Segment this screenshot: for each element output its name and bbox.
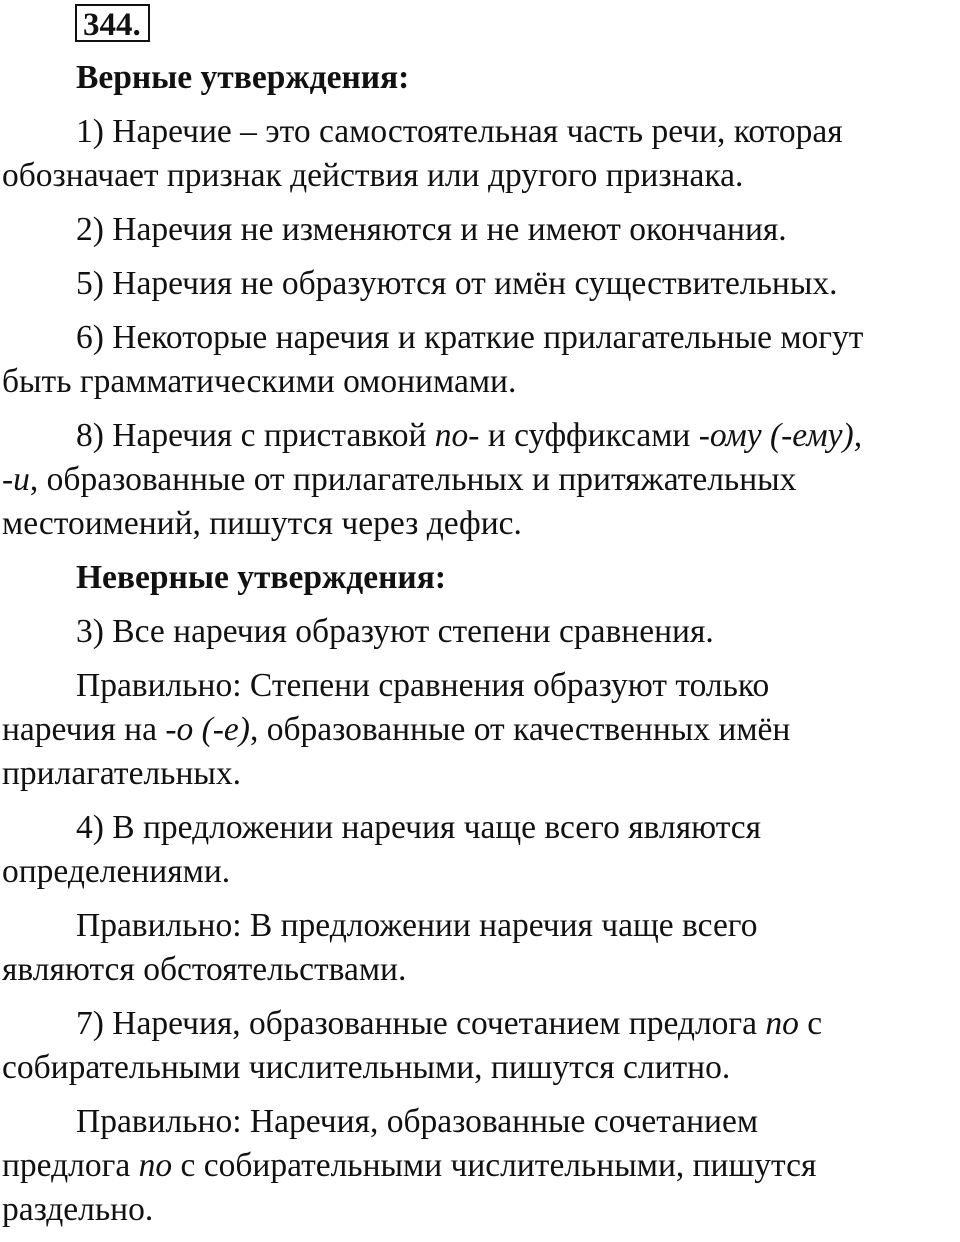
statement-8-line-3: местоимений, пишутся через дефис. [2, 505, 522, 542]
statement-7-preposition: по [765, 1005, 799, 1042]
statement-1-line-1: 1) Наречие – это самостоятельная часть речи, которая [76, 113, 843, 150]
statement-8-suffix-i: -и [2, 461, 30, 498]
correction-7-preposition: по [138, 1147, 173, 1184]
statement-8 [2, 414, 958, 546]
correction-3-text-c: , образованные от качественных имён [249, 711, 791, 748]
statement-1 [2, 110, 958, 198]
statement-7-text-a: 7) Наречия, образованные сочетанием предлога [76, 1005, 766, 1042]
correction-3-line-1: Правильно: Степени сравнения образуют только [76, 667, 770, 704]
correction-3-text-a: наречия на [2, 711, 166, 748]
statement-1-line-2: обозначает признак действия или другого признака. [2, 157, 744, 194]
statement-8-text-f: , образованные от прилагательных и притяжательных [29, 461, 797, 498]
correction-7-line-1: Правильно: Наречия, образованные сочетанием [76, 1103, 759, 1140]
correction-3-line-3: прилагательных. [2, 755, 241, 792]
statement-8-prefix: по- [434, 417, 480, 454]
correction-7-text-a: предлога [2, 1147, 139, 1184]
statement-6-line-2: быть грамматическими омонимами. [2, 363, 517, 400]
answer-text [2, 56, 958, 1242]
correction-4-line-2: являются обстоятельствами. [2, 951, 407, 988]
correction-3-suffix: -о (-е) [165, 711, 250, 748]
statement-4-line-2: определениями. [2, 853, 231, 890]
task-number-box: 344. [75, 4, 150, 42]
correction-7-text-c: с собирательными числительными, пишутся [172, 1147, 817, 1184]
statement-2: 2) Наречия не изменяются и не имеют окончания. [76, 211, 787, 248]
statement-7-line-2: собирательными числительными, пишутся слитно. [2, 1049, 731, 1086]
statement-7 [2, 1002, 958, 1090]
statement-6 [2, 316, 958, 404]
statement-7-text-c: с [798, 1005, 823, 1042]
statement-8-line-2 [2, 458, 958, 502]
correct-statements-heading: Верные утверждения: [76, 59, 410, 96]
statement-7-line-1 [2, 1002, 958, 1046]
statement-6-line-1: 6) Некоторые наречия и краткие прилагательные могут [76, 319, 864, 356]
correction-7-line-3: раздельно. [2, 1191, 154, 1228]
correction-4 [2, 904, 958, 992]
statement-3: 3) Все наречия образуют степени сравнения. [76, 613, 714, 650]
statement-5: 5) Наречия не образуются от имён существительных. [76, 265, 838, 302]
correction-3 [2, 664, 958, 796]
statement-8-text-c: и суффиксами [479, 417, 699, 454]
statement-8-suffixes: -ому (-ему), [698, 417, 863, 454]
correction-7-line-2 [2, 1144, 958, 1188]
statement-4-line-1: 4) В предложении наречия чаще всего являются [76, 809, 762, 846]
incorrect-statements-heading: Неверные утверждения: [76, 559, 447, 596]
statement-8-line-1 [2, 414, 958, 458]
correction-4-line-1: Правильно: В предложении наречия чаще всего [76, 907, 758, 944]
statement-4 [2, 806, 958, 894]
correction-7 [2, 1100, 958, 1232]
statement-8-text-a: 8) Наречия с приставкой [76, 417, 435, 454]
correction-3-line-2 [2, 708, 958, 752]
